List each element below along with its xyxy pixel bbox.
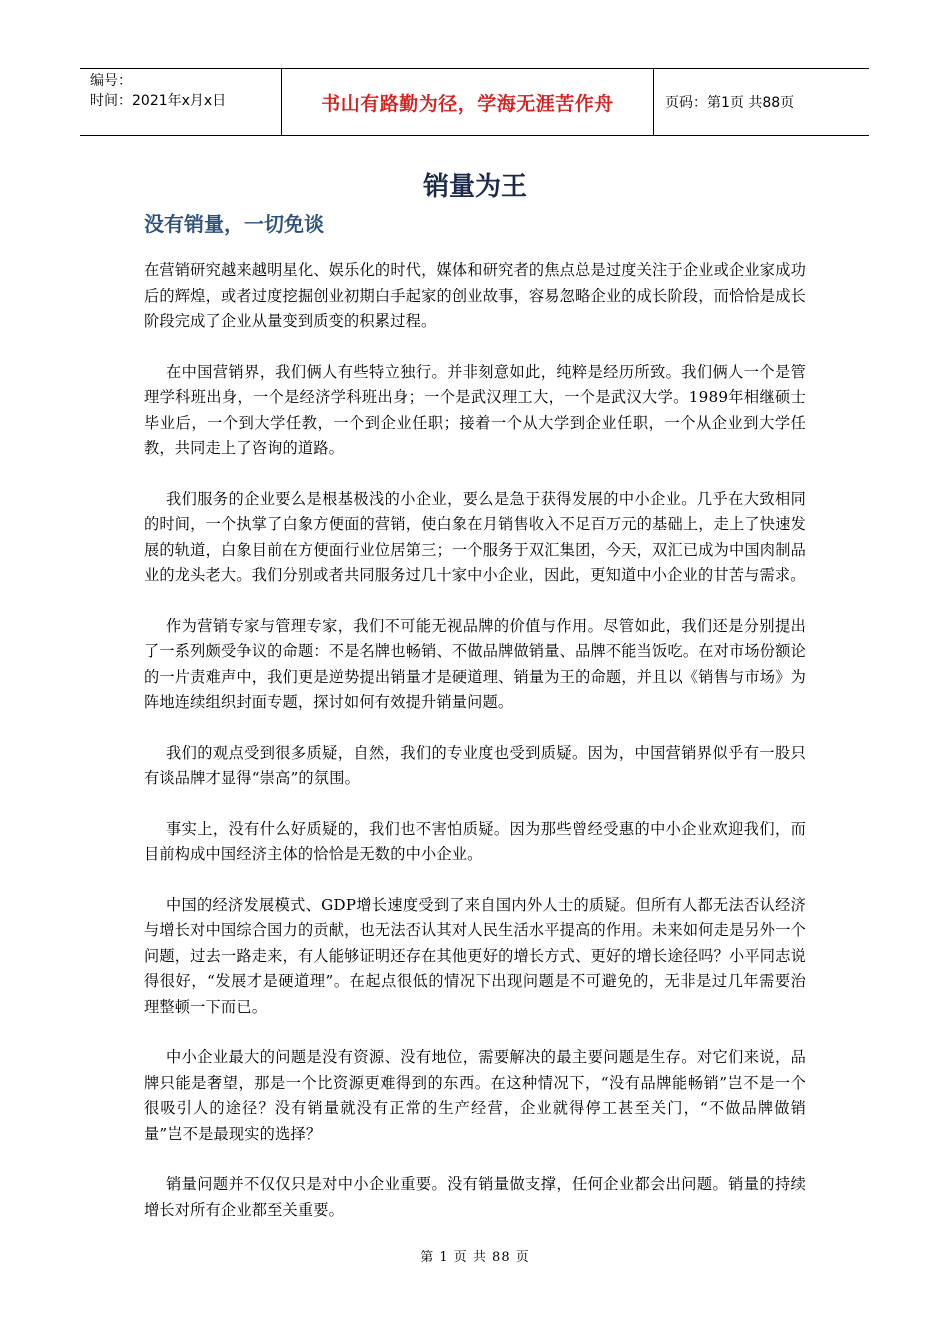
page-footer xyxy=(0,1246,950,1265)
paragraph: 我们的观点受到很多质疑，自然，我们的专业度也受到质疑。因为，中国营销界似乎有一股只有谈品牌才显得“崇高”的氛围。 xyxy=(144,743,806,787)
page-info-text: 页码：第1页 共88页 xyxy=(665,95,795,111)
paragraph: 中小企业最大的问题是没有资源、没有地位，需要解决的最主要问题是生存。对它们来说，品牌只能是奢望，那是一个比资源更难得到的东西。在这种情况下，“没有品牌能畅销”岂不是一个很吸引人的途径？没有销量就没有正常的生产经营，企业就得停工甚至关门，“不做品牌做销量”岂不是最现实的选择？ xyxy=(144,1048,806,1143)
paragraph: 事实上，没有什么好质疑的，我们也不害怕质疑。因为那些曾经受惠的中小企业欢迎我们，而目前构成中国经济主体的恰恰是无数的中小企业。 xyxy=(144,819,806,863)
motto-text: 书山有路勤为径，学海无涯苦作舟 xyxy=(321,92,614,115)
footer-page-number: 第 1 页 共 88 页 xyxy=(420,1250,530,1265)
document-title: 销量为王 xyxy=(422,172,527,202)
paragraph: 在营销研究越来越明星化、娱乐化的时代，媒体和研究者的焦点总是过度关注于企业或企业家成功后的辉煌，或者过度挖掘创业初期白手起家的创业故事，容易忽略企业的成长阶段，而恰恰是成长阶段完成了企业从量变到质变的积累过程。 xyxy=(144,261,806,330)
document-body xyxy=(144,258,806,1248)
paragraph: 销量问题并不仅仅只是对中小企业重要。没有销量做支撑，任何企业都会出问题。销量的持续增长对所有企业都至关重要。 xyxy=(144,1175,806,1219)
document-subtitle: 没有销量，一切免谈 xyxy=(144,212,324,236)
header-page-info xyxy=(654,69,869,135)
paragraph: 我们服务的企业要么是根基极浅的小企业，要么是急于获得发展的中小企业。几乎在大致相同的时间，一个执掌了白象方便面的营销，使白象在月销售收入不足百万元的基础上，走上了快速发展的轨道，白象目前在方便面行业位居第三；一个服务于双汇集团，今天，双汇已成为中国肉制品业的龙头老大。我们分别或者共同服务过几十家中小企业，因此，更知道中小企业的甘苦与需求。 xyxy=(144,489,806,584)
paragraph: 中国的经济发展模式、GDP增长速度受到了来自国内外人士的质疑。但所有人都无法否认经济与增长对中国综合国力的贡献，也无法否认其对人民生活水平提高的作用。未来如何走是另外一个问题，过去一路走来，有人能够证明还存在其他更好的增长方式、更好的增长途径吗？小平同志说得很好，“发展才是硬道理”。在起点很低的情况下出现问题是不可避免的，无非是过几年需要治理整顿一下而已。 xyxy=(144,895,806,1016)
paragraph: 在中国营销界，我们俩人有些特立独行。并非刻意如此，纯粹是经历所致。我们俩人一个是管理学科班出身，一个是经济学科班出身；一个是武汉理工大，一个是武汉大学。1989年相继硕士毕业后，一个到大学任教，一个到企业任职；接着一个从大学到企业任职，一个从企业到大学任教，共同走上了咨询的道路。 xyxy=(144,362,806,457)
page-header xyxy=(80,68,869,136)
document-date: 时间：2021年x月x日 xyxy=(90,93,227,109)
header-meta xyxy=(80,69,281,135)
header-motto xyxy=(281,69,654,135)
document-number-label: 编号： xyxy=(90,73,132,89)
paragraph: 作为营销专家与管理专家，我们不可能无视品牌的价值与作用。尽管如此，我们还是分别提出了一系列颇受争议的命题：不是名牌也畅销、不做品牌做销量、品牌不能当饭吃。在对市场份额论的一片责难声中，我们更是逆势提出销量才是硬道理、销量为王的命题，并且以《销售与市场》为阵地连续组织封面专题，探讨如何有效提升销量问题。 xyxy=(144,616,806,711)
